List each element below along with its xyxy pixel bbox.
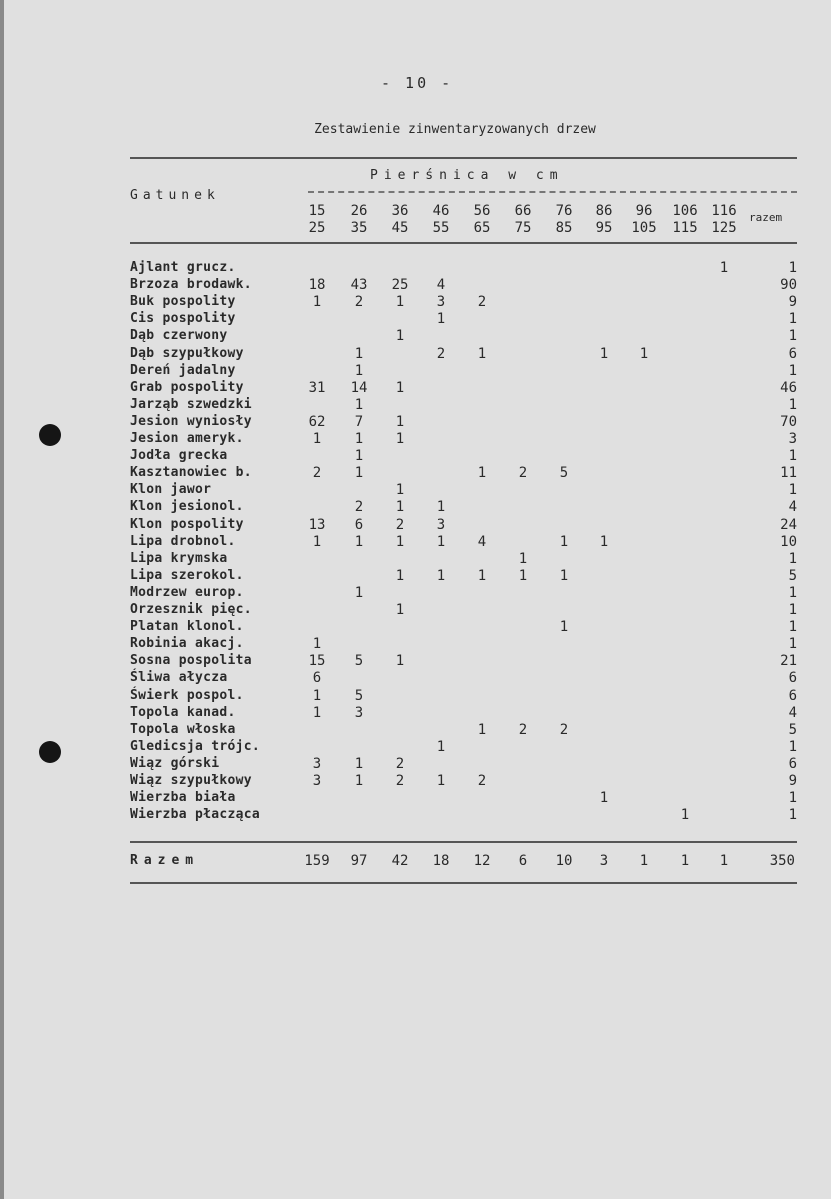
count-cell: 1: [719, 260, 729, 276]
species-name: Klon pospolity: [130, 516, 244, 532]
document-title: Zestawienie zinwentaryzowanych drzew: [314, 122, 596, 137]
count-cell: 25: [391, 277, 409, 294]
species-name: Buk pospolity: [130, 294, 236, 310]
range-header: [624, 203, 664, 237]
sum-cell: 3: [599, 853, 609, 869]
sum-cell: 1: [719, 853, 729, 869]
table-row: [0, 585, 831, 602]
species-name: Robinia akacj.: [130, 636, 244, 652]
count-cell: 1: [395, 328, 405, 345]
species-name: Śliwa ałycza: [130, 670, 228, 686]
range-header: [584, 203, 624, 237]
row-total: 90: [780, 277, 797, 294]
count-cell: 1: [599, 790, 609, 807]
range-header: [544, 203, 584, 237]
table-row: [0, 517, 831, 534]
range-header: [704, 203, 744, 237]
count-cell: 1: [312, 687, 322, 704]
range-lower: 96: [635, 203, 653, 219]
range-upper: 75: [514, 220, 532, 236]
row-total: 1: [788, 482, 797, 499]
table-row: [0, 465, 831, 482]
count-cell: 1: [395, 602, 405, 618]
count-cell: 1: [354, 584, 364, 601]
count-cell: 5: [559, 465, 569, 482]
row-total: 5: [788, 721, 797, 738]
table-row: [0, 807, 831, 824]
range-header: [665, 203, 705, 237]
range-upper: 35: [350, 220, 368, 236]
species-name: Wiąz górski: [130, 755, 220, 771]
range-upper: 85: [555, 220, 573, 236]
count-cell: 7: [354, 413, 364, 430]
table-row: [0, 688, 831, 705]
count-cell: 14: [350, 379, 368, 396]
count-cell: 2: [518, 721, 528, 738]
count-cell: 1: [477, 345, 487, 362]
sum-bottom-rule: [130, 882, 797, 884]
range-lower: 86: [595, 203, 613, 219]
count-cell: 1: [395, 294, 405, 311]
row-total: 1: [788, 260, 797, 276]
species-name: Wierzba płacząca: [130, 807, 261, 823]
range-upper: 105: [631, 220, 657, 236]
count-cell: 1: [559, 567, 569, 584]
count-cell: 1: [354, 362, 364, 379]
sum-cell: 97: [350, 853, 368, 869]
species-name: Brzoza brodawk.: [130, 277, 252, 293]
species-name: Świerk pospol.: [130, 687, 244, 703]
species-name: Sosna pospolita: [130, 653, 252, 669]
table-row: [0, 363, 831, 380]
count-cell: 4: [477, 533, 487, 550]
species-name: Gledicsja trójc.: [130, 738, 261, 754]
row-total: 1: [788, 362, 797, 379]
table-row: [0, 653, 831, 670]
range-lower: 46: [432, 203, 450, 219]
range-header: [421, 203, 461, 237]
row-total: 6: [788, 345, 797, 362]
count-cell: 1: [312, 636, 322, 653]
count-cell: 1: [436, 567, 446, 584]
table-row: [0, 705, 831, 722]
count-cell: 1: [395, 567, 405, 584]
table-row: [0, 311, 831, 328]
species-name: Dąb czerwony: [130, 328, 228, 344]
species-name: Jesion ameryk.: [130, 431, 244, 446]
count-cell: 2: [395, 773, 405, 789]
header-total: razem: [749, 211, 783, 224]
range-upper: 95: [595, 220, 613, 236]
count-cell: 1: [436, 533, 446, 550]
species-name: Dereń jadalny: [130, 362, 236, 378]
row-total: 6: [788, 687, 797, 704]
header-diameter-group: Pierśnica w cm: [370, 168, 564, 183]
species-name: Cis pospolity: [130, 311, 236, 327]
count-cell: 3: [436, 294, 446, 311]
sum-cell: 12: [473, 853, 491, 869]
row-total: 1: [788, 311, 797, 328]
count-cell: 1: [395, 379, 405, 396]
count-cell: 1: [477, 721, 487, 738]
grand-total: 350: [769, 853, 795, 869]
count-cell: 2: [354, 499, 364, 516]
count-cell: 15: [308, 653, 326, 670]
count-cell: 1: [680, 807, 690, 824]
species-name: Wierzba biała: [130, 790, 236, 806]
count-cell: 2: [477, 773, 487, 789]
range-lower: 76: [555, 203, 573, 219]
count-cell: 1: [395, 653, 405, 670]
table-row: [0, 773, 831, 790]
species-name: Ajlant grucz.: [130, 260, 236, 275]
row-total: 1: [788, 550, 797, 567]
table-row: [0, 380, 831, 397]
count-cell: 43: [350, 277, 368, 294]
count-cell: 1: [395, 482, 405, 499]
count-cell: 1: [436, 773, 446, 789]
sum-cell: 1: [639, 853, 649, 869]
table-row: [0, 448, 831, 465]
count-cell: 1: [312, 704, 322, 721]
count-cell: 1: [436, 738, 446, 755]
species-name: Klon jawor: [130, 482, 212, 498]
count-cell: 1: [354, 465, 364, 482]
sum-label: Razem: [130, 853, 200, 868]
count-cell: 31: [308, 379, 326, 396]
species-name: Modrzew europ.: [130, 584, 244, 600]
range-upper: 55: [432, 220, 450, 236]
range-upper: 65: [473, 220, 491, 236]
table-top-rule: [130, 157, 797, 159]
row-total: 24: [780, 516, 797, 533]
count-cell: 1: [599, 533, 609, 550]
count-cell: 1: [518, 567, 528, 584]
range-header: [462, 203, 502, 237]
species-name: Jesion wyniosły: [130, 413, 252, 429]
species-name: Platan klonol.: [130, 619, 244, 635]
header-dashed-rule: [308, 191, 797, 193]
count-cell: 2: [395, 516, 405, 533]
range-upper: 45: [391, 220, 409, 236]
count-cell: 1: [354, 773, 364, 789]
table-row: [0, 346, 831, 363]
range-lower: 66: [514, 203, 532, 219]
species-name: Dąb szypułkowy: [130, 345, 244, 361]
table-row: [0, 670, 831, 687]
count-cell: 5: [354, 653, 364, 670]
count-cell: 1: [354, 431, 364, 447]
range-header: [297, 203, 337, 237]
range-lower: 36: [391, 203, 409, 219]
count-cell: 1: [354, 448, 364, 465]
count-cell: 6: [312, 670, 322, 687]
range-lower: 56: [473, 203, 491, 219]
range-lower: 116: [711, 203, 737, 219]
count-cell: 3: [354, 704, 364, 721]
range-upper: 25: [308, 220, 326, 236]
row-total: 1: [788, 396, 797, 413]
page-number: - 10 -: [381, 74, 454, 92]
row-total: 1: [788, 448, 797, 465]
count-cell: 5: [354, 687, 364, 704]
count-cell: 2: [312, 465, 322, 482]
count-cell: 2: [436, 345, 446, 362]
count-cell: 13: [308, 516, 326, 533]
count-cell: 1: [599, 345, 609, 362]
table-row: [0, 551, 831, 568]
table-row: [0, 482, 831, 499]
count-cell: 62: [308, 413, 326, 430]
row-total: 1: [788, 807, 797, 824]
count-cell: 3: [436, 516, 446, 533]
count-cell: 1: [312, 431, 322, 447]
sum-cell: 159: [304, 853, 330, 869]
table-row: [0, 328, 831, 345]
table-row: [0, 619, 831, 636]
count-cell: 1: [559, 533, 569, 550]
table-row: [0, 431, 831, 448]
count-cell: 1: [477, 567, 487, 584]
row-total: 1: [788, 738, 797, 755]
species-name: Klon jesionol.: [130, 499, 244, 515]
table-row: [0, 756, 831, 773]
count-cell: 1: [639, 345, 649, 362]
sum-cell: 18: [432, 853, 450, 869]
row-total: 10: [780, 533, 797, 550]
table-row: [0, 294, 831, 311]
table-row: [0, 277, 831, 294]
sum-row: [0, 853, 831, 873]
row-total: 5: [788, 567, 797, 584]
table-row: [0, 534, 831, 551]
header-species: Gatunek: [130, 188, 220, 203]
row-total: 9: [788, 773, 797, 789]
range-lower: 106: [672, 203, 698, 219]
count-cell: 3: [312, 773, 322, 789]
count-cell: 1: [395, 413, 405, 430]
count-cell: 1: [518, 550, 528, 567]
species-name: Wiąz szypułkowy: [130, 773, 252, 788]
species-name: Lipa szerokol.: [130, 567, 244, 583]
row-total: 1: [788, 636, 797, 653]
count-cell: 2: [354, 294, 364, 311]
row-total: 11: [780, 465, 797, 482]
count-cell: 1: [477, 465, 487, 482]
sum-cell: 10: [555, 853, 573, 869]
count-cell: 2: [477, 294, 487, 311]
range-upper: 115: [672, 220, 698, 236]
table-row: [0, 499, 831, 516]
sum-cell: 6: [518, 853, 528, 869]
species-name: Topola włoska: [130, 721, 236, 737]
species-name: Jodła grecka: [130, 448, 228, 464]
count-cell: 2: [559, 721, 569, 738]
count-cell: 4: [436, 277, 446, 294]
table-row: [0, 602, 831, 619]
count-cell: 3: [312, 755, 322, 772]
row-total: 46: [780, 379, 797, 396]
count-cell: 2: [395, 755, 405, 772]
table-row: [0, 722, 831, 739]
row-total: 6: [788, 670, 797, 687]
count-cell: 2: [518, 465, 528, 482]
table-row: [0, 260, 831, 277]
species-name: Lipa drobnol.: [130, 533, 236, 549]
row-total: 21: [780, 653, 797, 670]
row-total: 1: [788, 619, 797, 636]
species-name: Lipa krymska: [130, 550, 228, 566]
row-total: 70: [780, 413, 797, 430]
count-cell: 1: [354, 755, 364, 772]
species-name: Grab pospolity: [130, 379, 244, 395]
range-header: [380, 203, 420, 237]
range-upper: 125: [711, 220, 737, 236]
range-header: [339, 203, 379, 237]
row-total: 4: [788, 704, 797, 721]
species-name: Orzesznik pięc.: [130, 602, 252, 617]
count-cell: 1: [395, 431, 405, 447]
table-row: [0, 414, 831, 431]
sum-cell: 42: [391, 853, 409, 869]
range-lower: 26: [350, 203, 368, 219]
species-name: Kasztanowiec b.: [130, 465, 252, 481]
count-cell: 1: [354, 396, 364, 413]
count-cell: 1: [559, 619, 569, 636]
header-bottom-rule: [130, 242, 797, 244]
row-total: 1: [788, 790, 797, 807]
sum-top-rule: [130, 841, 797, 843]
count-cell: 1: [312, 533, 322, 550]
table-row: [0, 568, 831, 585]
row-total: 1: [788, 602, 797, 618]
count-cell: 18: [308, 277, 326, 294]
row-total: 3: [788, 431, 797, 447]
range-lower: 15: [308, 203, 326, 219]
table-row: [0, 636, 831, 653]
species-name: Jarząb szwedzki: [130, 396, 252, 412]
row-total: 4: [788, 499, 797, 516]
count-cell: 1: [395, 499, 405, 516]
table-row: [0, 790, 831, 807]
table-row: [0, 739, 831, 756]
row-total: 1: [788, 584, 797, 601]
row-total: 9: [788, 294, 797, 311]
count-cell: 1: [354, 533, 364, 550]
count-cell: 1: [436, 499, 446, 516]
count-cell: 1: [436, 311, 446, 328]
species-name: Topola kanad.: [130, 704, 236, 720]
row-total: 6: [788, 755, 797, 772]
table-row: [0, 397, 831, 414]
row-total: 1: [788, 328, 797, 345]
sum-cell: 1: [680, 853, 690, 869]
count-cell: 1: [395, 533, 405, 550]
count-cell: 6: [354, 516, 364, 533]
count-cell: 1: [354, 345, 364, 362]
range-header: [503, 203, 543, 237]
count-cell: 1: [312, 294, 322, 311]
